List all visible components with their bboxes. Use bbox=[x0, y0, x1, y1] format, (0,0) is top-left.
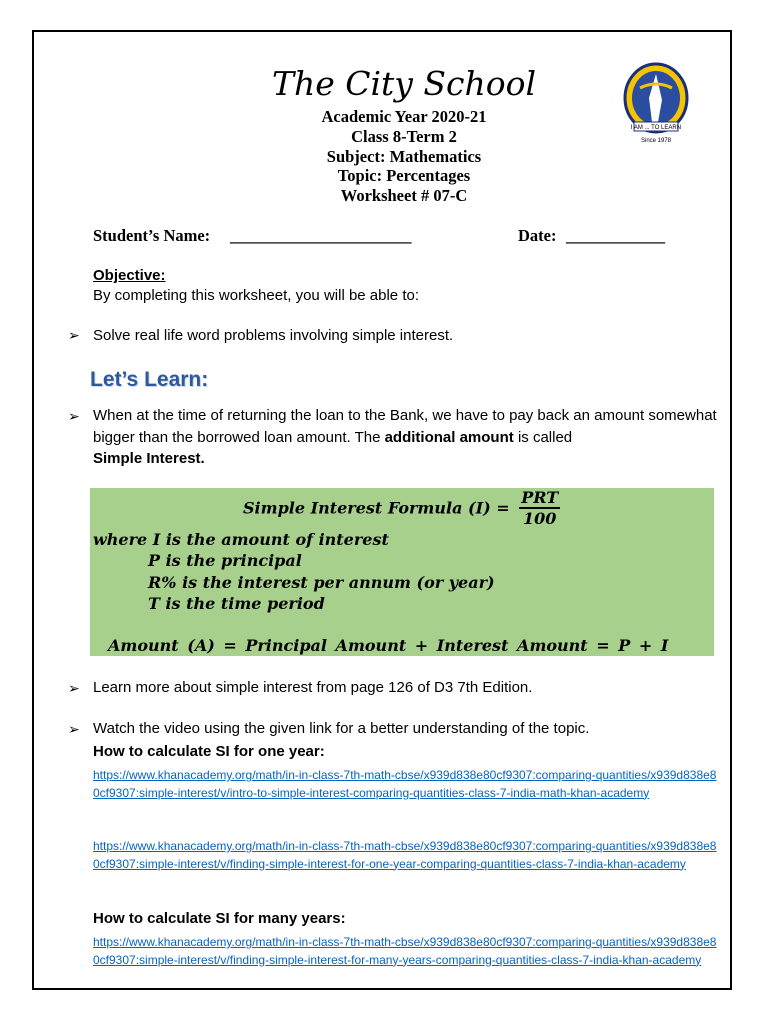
amount-formula: Amount (A) = Principal Amount + Interest Amount = P + I bbox=[108, 636, 669, 655]
one-year-heading: How to calculate SI for one year: bbox=[93, 743, 325, 760]
arrow-bullet-icon: ➢ bbox=[68, 408, 80, 424]
khan-link-many-years[interactable]: https://www.khanacademy.org/math/in-in-class-7th-math-cbse/x939d838e80cf9307:comparing-quantities/x939d838e80cf9307:simple-interest/v/finding-simple-interest-for-many-years-comparing-quantities-class-7-india-khan-academy bbox=[93, 935, 717, 967]
book-reference: Learn more about simple interest from page 126 of D3 7th Edition. bbox=[93, 679, 533, 696]
logo-since: Since 1978 bbox=[640, 138, 672, 144]
student-name-label: Student’s Name: bbox=[93, 226, 211, 245]
academic-year: Academic Year 2020-21 bbox=[321, 107, 487, 126]
formula-rate-line: R% is the interest per annum (or year) bbox=[148, 573, 495, 592]
si-formula: Simple Interest Formula (I) = $\frac{\text{PRT}}{100}$ bbox=[243, 488, 559, 528]
topic: Topic: Percentages bbox=[337, 166, 471, 185]
arrow-bullet-icon: ➢ bbox=[68, 327, 80, 343]
formula-numerator: PRT bbox=[521, 488, 559, 507]
date-field[interactable]: ____________ bbox=[566, 226, 665, 245]
school-name: The City School bbox=[271, 64, 537, 103]
formula-where-line: where I is the amount of interest bbox=[93, 530, 389, 549]
objective-bullet: Solve real life word problems involving simple interest. bbox=[93, 327, 454, 344]
arrow-bullet-icon: ➢ bbox=[68, 721, 80, 737]
formula-denominator: 100 bbox=[522, 509, 557, 528]
formula-time-line: T is the time period bbox=[148, 594, 325, 613]
khan-link-intro[interactable]: https://www.khanacademy.org/math/in-in-class-7th-math-cbse/x939d838e80cf9307:comparing-quantities/x939d838e80cf9307:simple-interest/v/intro-to-simple-interest-comparing-quantities-class-7-india-math-khan-academy bbox=[93, 768, 717, 800]
subject: Subject: Mathematics bbox=[326, 147, 482, 166]
student-name-field[interactable]: ______________________ bbox=[230, 226, 412, 245]
worksheet-number: Worksheet # 07-C bbox=[340, 186, 468, 205]
lets-learn-heading: Let’s Learn: bbox=[90, 368, 209, 391]
class-term: Class 8-Term 2 bbox=[351, 127, 457, 146]
khan-link-one-year[interactable]: https://www.khanacademy.org/math/in-in-class-7th-math-cbse/x939d838e80cf9307:comparing-quantities/x939d838e80cf9307:simple-interest/v/finding-simple-interest-for-one-year-comparing-quantities-class-7-india-khan-academy bbox=[93, 839, 717, 871]
date-label: Date: bbox=[518, 226, 557, 245]
many-years-heading: How to calculate SI for many years: bbox=[93, 910, 346, 927]
learn-paragraph: When at the time of returning the loan to the Bank, we have to pay back an amount somewhat bigger than the borrowed loan amount. The additional amount is called Simple Interest. bbox=[93, 407, 717, 467]
arrow-bullet-icon: ➢ bbox=[68, 680, 80, 696]
formula-principal-line: P is the principal bbox=[148, 551, 302, 570]
objective-intro: By completing this worksheet, you will be able to: bbox=[93, 287, 419, 304]
logo-motto: I AM ... TO LEARN bbox=[630, 125, 682, 131]
objective-heading: Objective: bbox=[93, 267, 166, 284]
video-instruction: Watch the video using the given link for a better understanding of the topic. bbox=[93, 720, 590, 737]
